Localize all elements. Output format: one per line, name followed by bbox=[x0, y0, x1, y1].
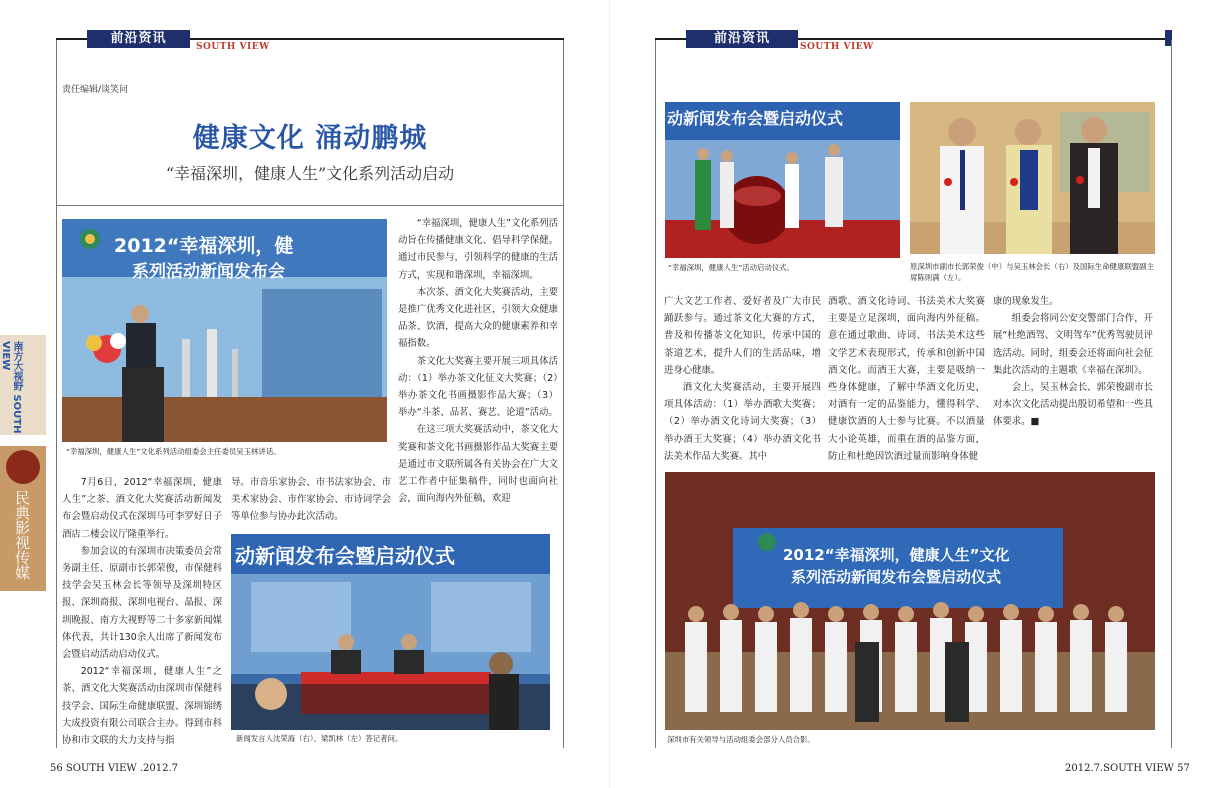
photo-group-banner-2: 系列活动新闻发布会暨启动仪式 bbox=[791, 568, 1002, 586]
section-tag: 前沿资讯 bbox=[686, 30, 798, 48]
photo-group-scene bbox=[665, 472, 1155, 730]
article-subtitle: “幸福深圳，健康人生”文化系列活动启动 bbox=[165, 164, 455, 183]
paragraph: 7月6日，2012“幸福深圳，健康人生”之茶、酒文化大奖赛活动新闻发布会暨启动仪式在深圳马可李罗好日子酒店二楼会议厅隆重举行。 bbox=[62, 477, 222, 540]
side-tab-bottom-text: 民典影视传媒 bbox=[13, 490, 31, 580]
photo-leaders-caption: 原深圳市副市长郭荣俊（中）与吴玉林会长（右）及国际生命健康联盟副主席陈则满（左）。 bbox=[910, 262, 1154, 282]
left-page bbox=[0, 0, 609, 788]
photo-press-caption: 新闻发言人沈荣海（右）、梁凯林（左）答记者问。 bbox=[236, 734, 403, 743]
section-sub: SOUTH VIEW bbox=[196, 42, 270, 52]
right-page bbox=[610, 0, 1219, 788]
photo-leaders-scene bbox=[910, 102, 1155, 254]
photo-press-banner: 动新闻发布会暨启动仪式 bbox=[235, 544, 455, 568]
photo-speaker-banner-1: 2012“幸福深圳，健 bbox=[114, 235, 294, 257]
bottom-column-1 bbox=[62, 474, 222, 749]
paragraph: 本次茶、酒文化大奖赛活动，主要是推广优秀文化进社区，引领大众健康品茶、饮酒，提高大众的健康素养和幸福指数。 bbox=[398, 286, 558, 350]
right-column-2 bbox=[828, 293, 985, 465]
paragraph: 在这三项大奖赛活动中，茶文化大奖赛和茶文化书画摄影作品大奖赛主要是通过市文联所属各有关协会在广大文艺工作者中征集稿件，同时也面向社会，面向海内外征稿，欢迎 bbox=[398, 424, 558, 505]
paragraph: 康的现象发生。 bbox=[993, 296, 1059, 307]
article-title: 健康文化 涌动鹏城 bbox=[192, 123, 428, 154]
frame-right-rule bbox=[1171, 40, 1172, 748]
paragraph: 广大文艺工作者、爱好者及广大市民踊跃参与。通过茶文化大赛的方式，普及和传播茶文化知识，传承中国的茶道艺术，提升人们的生活品味，增进身心健康。 bbox=[664, 296, 821, 376]
right-column-3 bbox=[993, 293, 1153, 431]
photo-group-banner-1: 2012“幸福深圳，健康人生”文化 bbox=[783, 546, 1010, 564]
page-folio-left: 56 SOUTH VIEW .2012.7 bbox=[50, 763, 179, 774]
right-column-1 bbox=[664, 293, 821, 465]
top-right-column bbox=[398, 215, 558, 507]
photo-launch-ceremony bbox=[665, 102, 900, 258]
photo-speaker bbox=[62, 219, 387, 442]
photo-speaker-banner-2: 系列活动新闻发布会 bbox=[132, 262, 285, 282]
photo-group-caption: 深圳市有关领导与活动组委会部分人员合影。 bbox=[667, 735, 815, 744]
paragraph: 酒歌、酒文化诗词、书法美术大奖赛主要是立足深圳，面向海内外征稿。意在通过歌曲、诗词、书法美术这些文学艺术表现形式，传承和创新中国酒文化。而酒王大赛，主要是吸纳一些身体健康，了解中华酒文化历史，对酒有一定的品鉴能力，懂得科学、健康饮酒的人士参与比赛。不以酒量大小论英雄，而重在酒的品鉴方面，防止和杜绝因饮酒过量而影响身体健 bbox=[828, 296, 985, 462]
frame-left-rule bbox=[655, 40, 656, 748]
paragraph: 茶文化大奖赛主要开展三项具体活动：（1）举办茶文化征文大奖赛；（2）举办茶文化书画摄影作品大赛；（3）举办“斗茶、品茗、赛艺、论道”活动。 bbox=[398, 355, 558, 419]
side-tab-top-text: 南方大视野 SOUTH VIEW bbox=[0, 341, 22, 434]
section-tag: 前沿资讯 bbox=[87, 30, 190, 48]
page-folio-right: 2012.7.SOUTH VIEW 57 bbox=[1065, 763, 1190, 774]
paragraph: 导。市音乐家协会、市书法家协会、市美术家协会、市作家协会、市诗词学会等单位参与协办此次活动。 bbox=[231, 477, 391, 523]
paragraph: 2012“幸福深圳，健康人生”之茶、酒文化大奖赛活动由深圳市保健科技学会、国际生命健康联盟、深圳锦绣大成投资有限公司联合主办。得到市科协和市文联的大力支持与指 bbox=[62, 666, 222, 747]
photo-press-conference bbox=[231, 534, 550, 730]
paragraph: 参加会议的有深圳市决策委员会常务副主任、原副市长郭荣俊，市保健科技学会吴玉林会长等领导及深圳特区报、深圳商报、深圳电视台、晶报、深圳晚报、南方大视野等二十多家新闻媒体代表，共计130余人出席了新闻发布会暨启动活动启动仪式。 bbox=[62, 545, 222, 661]
photo-launch-banner: 动新闻发布会暨启动仪式 bbox=[667, 109, 844, 128]
photo-leaders bbox=[910, 102, 1155, 254]
paragraph: 酒文化大奖赛活动，主要开展四项具体活动：（1）举办酒歌大奖赛；（2）举办酒文化诗词大奖赛；（3）举办酒王大奖赛；（4）举办酒文化书法美术作品大奖赛。其中 bbox=[664, 382, 821, 462]
seal-icon bbox=[6, 450, 40, 484]
bottom-column-2 bbox=[231, 474, 391, 526]
side-tab-bottom bbox=[0, 446, 46, 591]
paragraph: 组委会将同公安交警部门合作，开展“杜绝酒驾、文明驾车”优秀驾驶员评选活动。同时，组委会还将面向社会征集此次活动的主题歌《幸福在深圳》。 bbox=[993, 313, 1153, 376]
section-sub: SOUTH VIEW bbox=[800, 42, 874, 52]
paragraph: “幸福深圳，健康人生”文化系列活动旨在传播健康文化、倡导科学保健。通过市民参与，引领科学的健康的生活方式，实现和谐深圳，幸福深圳。 bbox=[398, 218, 558, 281]
frame-title-rule bbox=[56, 205, 564, 206]
photo-launch-caption: “幸福深圳，健康人生”活动启动仪式。 bbox=[668, 263, 794, 272]
editor-credit: 责任编辑/谈笑问 bbox=[62, 85, 129, 95]
side-tab-top bbox=[0, 335, 46, 435]
paragraph: 会上，吴玉林会长、郭荣俊副市长对本次文化活动提出殷切希望和一些具体要求。■ bbox=[993, 382, 1153, 428]
photo-speaker-caption: “幸福深圳，健康人生”文化系列活动组委会主任委员吴玉林讲话。 bbox=[66, 447, 281, 456]
photo-group bbox=[665, 472, 1155, 730]
